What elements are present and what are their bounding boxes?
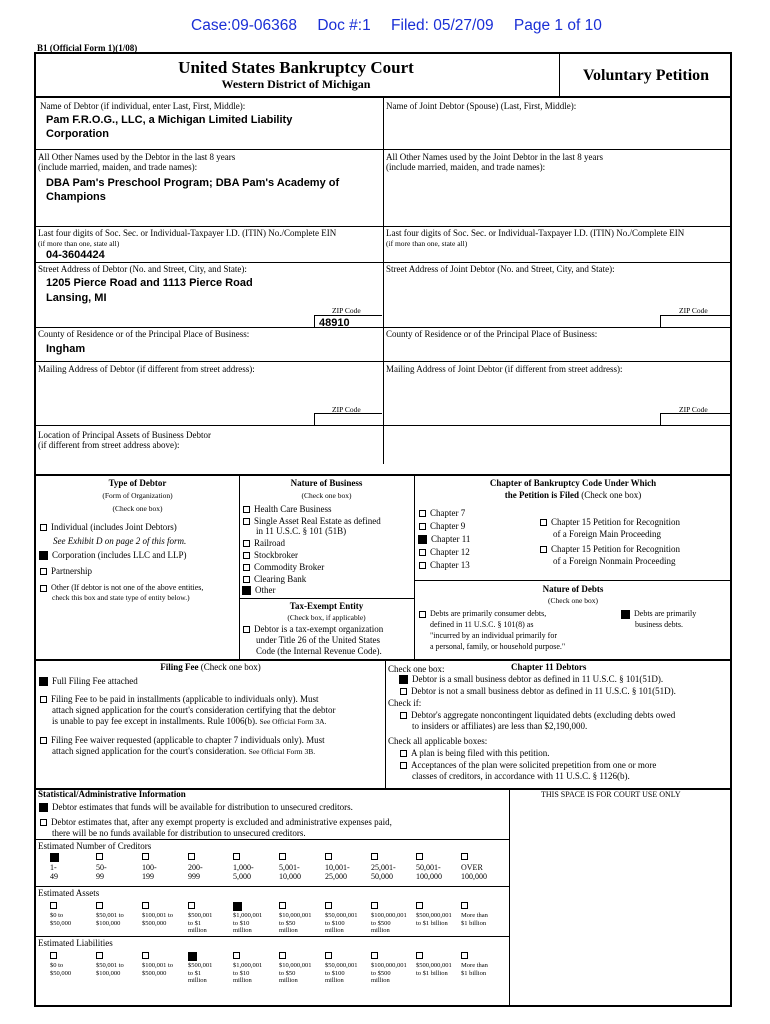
tax-exempt-sub: (Check box, if applicable) xyxy=(287,613,366,622)
liabilities-option-label: $10,000,001 to $50 million xyxy=(279,962,312,984)
chapter-15-main-checkbox[interactable] xyxy=(540,519,547,526)
liabilities-checkbox[interactable] xyxy=(96,952,103,959)
chapter-12-option[interactable]: Chapter 12 xyxy=(419,547,470,558)
chapter-13-option[interactable]: Chapter 13 xyxy=(419,560,470,571)
debtor-street-label: Street Address of Debtor (No. and Street, City, and State): xyxy=(38,264,247,274)
debtor-ssn-label: Last four digits of Soc. Sec. or Individual-Taxpayer I.D. (ITIN) No./Complete EIN xyxy=(38,228,337,238)
assets-checkbox[interactable] xyxy=(416,902,423,909)
creditors-checkbox[interactable] xyxy=(371,853,378,860)
chapter-title1: Chapter of Bankruptcy Code Under Which xyxy=(489,478,657,488)
installments-line3: is unable to pay fee except in installments. Rule 1006(b). See Official Form 3A. xyxy=(52,716,327,726)
nature-of-business-sub: (Check one box) xyxy=(301,491,352,500)
debtor-county-label: County of Residence or of the Principal Place of Business: xyxy=(38,329,250,339)
exhibit-d-note: See Exhibit D on page 2 of this form. xyxy=(53,536,187,546)
debtor-zip-label: ZIP Code xyxy=(332,306,361,315)
chapter-title2b: (Check one box) xyxy=(581,490,642,500)
creditors-checkbox[interactable] xyxy=(461,853,468,860)
nature-of-debts-title: Nature of Debts xyxy=(542,584,604,594)
creditors-option-label: 100- 199 xyxy=(142,863,157,881)
commodity-checkbox[interactable] xyxy=(243,564,250,571)
case-header xyxy=(191,17,618,35)
full-fee-checkbox[interactable] xyxy=(39,677,48,686)
creditors-option-label: OVER 100,000 xyxy=(461,863,487,881)
tax-exempt-line3: Code (the Internal Revenue Code). xyxy=(256,646,382,656)
assets-checkbox[interactable] xyxy=(461,902,468,909)
creditors-checkbox[interactable] xyxy=(142,853,149,860)
creditors-checkbox[interactable] xyxy=(279,853,286,860)
chapter-15-nonmain-line2: of a Foreign Nonmain Proceeding xyxy=(553,556,676,566)
partnership-option[interactable]: Partnership xyxy=(40,566,92,577)
liabilities-option-label: $0 to $50,000 xyxy=(50,962,72,977)
joint-ssn-label: Last four digits of Soc. Sec. or Individual-Taxpayer I.D. (ITIN) No./Complete EIN xyxy=(386,228,685,238)
type-of-debtor-sub1: (Form of Organization) xyxy=(102,491,173,500)
not-small-business-option[interactable]: Debtor is not a small business debtor as defined in 11 U.S.C. § 101(51D). xyxy=(400,686,676,697)
creditors-checkbox[interactable] xyxy=(50,853,59,862)
debtor-street-line2: Lansing, MI xyxy=(46,292,107,304)
tax-exempt-line2: under Title 26 of the United States xyxy=(256,635,380,645)
corporation-checkbox[interactable] xyxy=(39,551,48,560)
creditors-option-label: 50,001- 100,000 xyxy=(416,863,442,881)
stockbroker-checkbox[interactable] xyxy=(243,552,250,559)
filing-fee-title: Filing Fee xyxy=(160,662,199,672)
small-business-checkbox[interactable] xyxy=(399,675,408,684)
plan-filed-checkbox[interactable] xyxy=(400,750,407,757)
corporation-option[interactable]: Corporation (includes LLC and LLP) xyxy=(39,550,186,561)
liabilities-option-label: $100,001 to $500,000 xyxy=(142,962,174,977)
assets-checkbox[interactable] xyxy=(325,902,332,909)
creditors-option-label: 25,001- 50,000 xyxy=(371,863,396,881)
liabilities-label: Estimated Liabilities xyxy=(38,938,113,948)
creditors-option-label: 200- 999 xyxy=(188,863,203,881)
installments-line2: attach signed application for the court's consideration certifying that the debtor xyxy=(52,705,336,715)
form-id: B1 (Official Form 1)(1/08) xyxy=(37,43,138,53)
ch11-debtors-title: Chapter 11 Debtors xyxy=(511,662,587,672)
assets-checkbox[interactable] xyxy=(188,902,195,909)
debtor-zip: 48910 xyxy=(319,317,350,329)
debtor-other-names-line1: DBA Pam's Preschool Program; DBA Pam's Academy of xyxy=(46,177,340,189)
tax-exempt-option[interactable]: Debtor is a tax-exempt organization xyxy=(243,624,383,635)
doc-number: Doc #:1 xyxy=(317,17,371,34)
stat-title: Statistical/Administrative Information xyxy=(38,789,186,799)
assets-option-label: $500,000,001 to $1 billion xyxy=(416,912,452,927)
no-funds-line2: there will be no funds available for distribution to unsecured creditors. xyxy=(52,828,306,838)
creditors-option-label: 50- 99 xyxy=(96,863,107,881)
location-label2: (if different from street address above): xyxy=(38,440,180,450)
liabilities-checkbox[interactable] xyxy=(461,952,468,959)
creditors-checkbox[interactable] xyxy=(416,853,423,860)
page-number: Page 1 of 10 xyxy=(513,17,602,34)
clearing-bank-checkbox[interactable] xyxy=(243,576,250,583)
other-entity-note: check this box and state type of entity below.) xyxy=(52,593,190,602)
liabilities-checkbox[interactable] xyxy=(188,952,197,961)
court-name: United States Bankruptcy Court xyxy=(178,58,414,77)
funds-available-checkbox[interactable] xyxy=(39,803,48,812)
chapter-15-main-line2: of a Foreign Main Proceeding xyxy=(553,529,661,539)
chapter-9-option[interactable]: Chapter 9 xyxy=(419,521,465,532)
consumer-debts-line4: a personal, family, or household purpose." xyxy=(430,642,566,651)
liabilities-option-label: $50,001 to $100,000 xyxy=(96,962,124,977)
liabilities-option-label: $50,000,001 to $100 million xyxy=(325,962,358,984)
creditors-option-label: 1,000- 5,000 xyxy=(233,863,254,881)
liabilities-checkbox[interactable] xyxy=(371,952,378,959)
nature-of-business-title: Nature of Business xyxy=(290,478,363,488)
liabilities-checkbox[interactable] xyxy=(325,952,332,959)
chapter-title2-wrap xyxy=(414,490,732,501)
creditors-checkbox[interactable] xyxy=(96,853,103,860)
acceptances-option[interactable]: Acceptances of the plan were solicited prepetition from one or more xyxy=(400,760,656,771)
location-label1: Location of Principal Assets of Business Debtor xyxy=(38,430,211,440)
other-business-option[interactable]: Other xyxy=(242,585,276,596)
case-number: Case:09-06368 xyxy=(191,17,297,34)
assets-checkbox[interactable] xyxy=(233,902,242,911)
joint-mailing-label: Mailing Address of Joint Debtor (if different from street address): xyxy=(386,364,623,374)
consumer-debts-line2: defined in 11 U.S.C. § 101(8) as xyxy=(430,620,534,629)
joint-zip-label: ZIP Code xyxy=(679,306,708,315)
health-care-checkbox[interactable] xyxy=(243,506,250,513)
liabilities-option-label: $1,000,001 to $10 million xyxy=(233,962,263,984)
no-funds-option[interactable]: Debtor estimates that, after any exempt property is excluded and administrative expenses paid, xyxy=(40,817,392,828)
debtor-name-line1: Pam F.R.O.G., LLC, a Michigan Limited Liability xyxy=(46,114,293,126)
assets-checkbox[interactable] xyxy=(371,902,378,909)
funds-available-option[interactable]: Debtor estimates that funds will be available for distribution to unsecured creditors. xyxy=(39,802,353,813)
petition-title: Voluntary Petition xyxy=(582,67,710,84)
joint-other-names-label1: All Other Names used by the Joint Debtor in the last 8 years xyxy=(386,152,603,162)
creditors-checkbox[interactable] xyxy=(188,853,195,860)
creditors-checkbox[interactable] xyxy=(233,853,240,860)
assets-option-label: $10,000,001 to $50 million xyxy=(279,912,312,934)
waiver-line2: attach signed application for the court's consideration. See Official Form 3B. xyxy=(52,746,316,756)
consumer-debts-checkbox[interactable] xyxy=(419,611,426,618)
joint-county-label: County of Residence or of the Principal Place of Business: xyxy=(386,329,598,339)
creditors-checkbox[interactable] xyxy=(325,853,332,860)
chapter-title2: the Petition is Filed xyxy=(504,490,579,500)
ch11-check-one: Check one box: xyxy=(388,664,445,674)
joint-street-label: Street Address of Joint Debtor (No. and Street, City, and State): xyxy=(386,264,615,274)
individual-checkbox[interactable] xyxy=(40,524,47,531)
liabilities-option-label: $500,001 to $1 million xyxy=(188,962,213,984)
stockbroker-option[interactable]: Stockbroker xyxy=(243,550,298,561)
debtor-ssn-note: (if more than one, state all) xyxy=(38,239,120,248)
filing-fee-title-wrap xyxy=(36,662,385,673)
aggregate-debts-option[interactable]: Debtor's aggregate noncontingent liquidated debts (excluding debts owed xyxy=(400,710,675,721)
chapter-7-option[interactable]: Chapter 7 xyxy=(419,508,465,519)
debtor-other-names-line2: Champions xyxy=(46,191,106,203)
creditors-option-label: 5,001- 10,000 xyxy=(279,863,301,881)
liabilities-option-label: More than $1 billion xyxy=(461,962,488,977)
joint-other-names-label2: (include married, maiden, and trade names): xyxy=(386,162,546,172)
ch11-check-all: Check all applicable boxes: xyxy=(388,736,488,746)
debtor-county: Ingham xyxy=(46,343,86,355)
debtor-mailing-zip-label: ZIP Code xyxy=(332,405,361,414)
single-asset-option[interactable]: Single Asset Real Estate as defined xyxy=(243,516,381,527)
assets-checkbox[interactable] xyxy=(96,902,103,909)
joint-ssn-note: (if more than one, state all) xyxy=(386,239,468,248)
assets-checkbox[interactable] xyxy=(50,902,57,909)
railroad-option[interactable]: Railroad xyxy=(243,538,285,549)
partnership-checkbox[interactable] xyxy=(40,568,47,575)
business-debts-line2: business debts. xyxy=(635,620,683,629)
assets-checkbox[interactable] xyxy=(279,902,286,909)
debtor-name-label: Name of Debtor (if individual, enter Last, First, Middle): xyxy=(40,101,246,111)
debtor-street-line1: 1205 Pierce Road and 1113 Pierce Road xyxy=(46,277,253,289)
joint-mailing-zip-label: ZIP Code xyxy=(679,405,708,414)
liabilities-option-label: $500,000,001 to $1 billion xyxy=(416,962,452,977)
creditors-option-label: 10,001- 25,000 xyxy=(325,863,350,881)
other-business-checkbox[interactable] xyxy=(242,586,251,595)
installments-option[interactable]: Filing Fee to be paid in installments (applicable to individuals only). Must xyxy=(40,694,318,705)
individual-option[interactable]: Individual (includes Joint Debtors) xyxy=(40,522,177,533)
waiver-checkbox[interactable] xyxy=(40,737,47,744)
no-funds-checkbox[interactable] xyxy=(40,819,47,826)
assets-option-label: $500,001 to $1 million xyxy=(188,912,213,934)
health-care-option[interactable]: Health Care Business xyxy=(243,504,331,515)
type-of-debtor-sub2: (Check one box) xyxy=(112,504,163,513)
tax-exempt-title: Tax-Exempt Entity xyxy=(289,601,364,611)
assets-option-label: $50,001 to $100,000 xyxy=(96,912,124,927)
single-asset-checkbox[interactable] xyxy=(243,518,250,525)
debtor-ein: 04-3604424 xyxy=(46,249,105,261)
aggregate-debts-line2: to insiders or affiliates) are less than $2,190,000. xyxy=(412,721,588,731)
other-entity-checkbox[interactable] xyxy=(40,585,47,592)
waiver-option[interactable]: Filing Fee waiver requested (applicable to chapter 7 individuals only). Must xyxy=(40,735,325,746)
installments-checkbox[interactable] xyxy=(40,696,47,703)
liabilities-option-label: $100,000,001 to $500 million xyxy=(371,962,407,984)
acceptances-line2: classes of creditors, in accordance with 11 U.S.C. § 1126(b). xyxy=(412,771,630,781)
nature-of-debts-sub: (Check one box) xyxy=(548,596,598,605)
chapter-15-nonmain-option[interactable]: Chapter 15 Petition for Recognition xyxy=(540,544,680,555)
assets-option-label: $1,000,001 to $10 million xyxy=(233,912,263,934)
chapter-13-checkbox[interactable] xyxy=(419,562,426,569)
business-debts-checkbox[interactable] xyxy=(621,610,630,619)
single-asset-note: in 11 U.S.C. § 101 (51B) xyxy=(256,526,347,536)
court-district: Western District of Michigan xyxy=(221,77,371,91)
aggregate-debts-checkbox[interactable] xyxy=(400,712,407,719)
other-entity-option[interactable]: Other (If debtor is not one of the above entities, xyxy=(40,582,203,593)
debtor-mailing-label: Mailing Address of Debtor (if different from street address): xyxy=(38,364,255,374)
liabilities-checkbox[interactable] xyxy=(50,952,57,959)
liabilities-checkbox[interactable] xyxy=(416,952,423,959)
liabilities-checkbox[interactable] xyxy=(142,952,149,959)
liabilities-checkbox[interactable] xyxy=(233,952,240,959)
debtor-name-line2: Corporation xyxy=(46,128,109,140)
chapter-15-main-option[interactable]: Chapter 15 Petition for Recognition xyxy=(540,517,680,528)
consumer-debts-line3: "incurred by an individual primarily for xyxy=(430,631,558,640)
chapter-7-checkbox[interactable] xyxy=(419,510,426,517)
filed-date: Filed: 05/27/09 xyxy=(391,17,494,34)
not-small-business-checkbox[interactable] xyxy=(400,688,407,695)
small-business-option[interactable]: Debtor is a small business debtor as defined in 11 U.S.C. § 101(51D). xyxy=(399,674,663,685)
liabilities-checkbox[interactable] xyxy=(279,952,286,959)
assets-option-label: $100,000,001 to $500 million xyxy=(371,912,407,934)
chapter-12-checkbox[interactable] xyxy=(419,549,426,556)
commodity-option[interactable]: Commodity Broker xyxy=(243,562,324,573)
debtor-other-names-label2: (include married, maiden, and trade names): xyxy=(38,162,198,172)
filing-fee-sub: (Check one box) xyxy=(200,662,261,672)
tax-exempt-checkbox[interactable] xyxy=(243,626,250,633)
chapter-15-nonmain-checkbox[interactable] xyxy=(540,546,547,553)
full-fee-option[interactable]: Full Filing Fee attached xyxy=(39,676,138,687)
type-of-debtor-title: Type of Debtor xyxy=(108,478,167,488)
chapter-11-option[interactable]: Chapter 11 xyxy=(418,534,470,545)
joint-name-label: Name of Joint Debtor (Spouse) (Last, First, Middle): xyxy=(386,101,577,111)
assets-option-label: $100,001 to $500,000 xyxy=(142,912,174,927)
court-use-label: THIS SPACE IS FOR COURT USE ONLY xyxy=(541,790,681,799)
creditors-label: Estimated Number of Creditors xyxy=(38,841,152,851)
acceptances-checkbox[interactable] xyxy=(400,762,407,769)
chapter-11-checkbox[interactable] xyxy=(418,535,427,544)
assets-option-label: $50,000,001 to $100 million xyxy=(325,912,358,934)
business-debts-option[interactable]: Debts are primarily xyxy=(621,608,696,619)
ch11-check-if: Check if: xyxy=(388,698,422,708)
assets-checkbox[interactable] xyxy=(142,902,149,909)
consumer-debts-option[interactable]: Debts are primarily consumer debts, xyxy=(419,608,546,619)
creditors-option-label: 1- 49 xyxy=(50,863,58,881)
plan-filed-option[interactable]: A plan is being filed with this petition. xyxy=(400,748,550,759)
assets-label: Estimated Assets xyxy=(38,888,100,898)
assets-option-label: $0 to $50,000 xyxy=(50,912,72,927)
assets-option-label: More than $1 billion xyxy=(461,912,488,927)
debtor-other-names-label1: All Other Names used by the Debtor in the last 8 years xyxy=(38,152,236,162)
clearing-bank-option[interactable]: Clearing Bank xyxy=(243,574,306,585)
petition-form xyxy=(34,52,732,1007)
chapter-9-checkbox[interactable] xyxy=(419,523,426,530)
railroad-checkbox[interactable] xyxy=(243,540,250,547)
